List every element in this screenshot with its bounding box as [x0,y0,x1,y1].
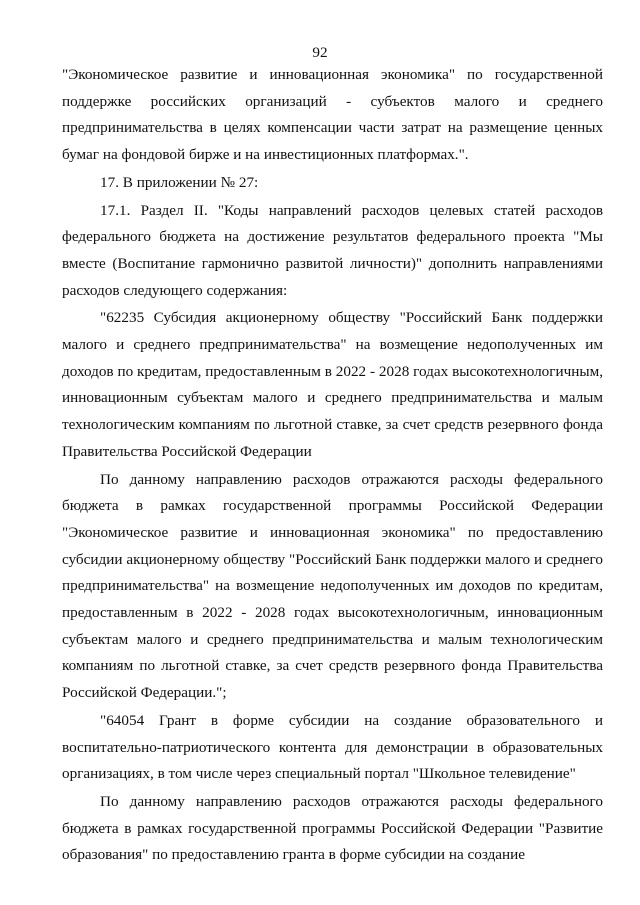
paragraph-code-62235: "62235 Субсидия акционерному обществу "Российский Банк поддержки малого и среднего предпринимательства" на возмещение недополученных им доходов по кредитам, предоставленным в 2022 - 2028 годах высокотехнологичным, инновационным субъектам малого и среднего предпринимательства и малым технологическим компаниям по льготной ставке, за счет средств резервного фонда Правительства Российской Федерации [62,309,603,460]
paragraph-64054-description: По данному направлению расходов отражаются расходы федерального бюджета в рамках государственной программы Российской Федерации "Развитие образования" по предоставлению гранта в форме субсидии на создание [62,792,603,864]
paragraph-item-17-1: 17.1. Раздел II. "Коды направлений расходов целевых статей расходов федерального бюджета на достижение результатов федерального проекта "Мы вместе (Воспитание гармонично развитой личности)" дополнить направлениями расходов следующего содержания: [62,201,603,299]
page-number: 92 [312,44,328,61]
paragraph-code-64054: "64054 Грант в форме субсидии на создание образовательного и воспитательно-патриотического контента для демонстрации в образовательных организациях, в том числе через специальный портал "Школьное телевидение" [62,711,603,783]
paragraph-item-17: 17. В приложении № 27: [100,173,259,191]
paragraph-continuation: "Экономическое развитие и инновационная экономика" по государственной поддержке российских организаций - субъектов малого и среднего предпринимательства в целях компенсации части затрат на размещение ценных бумаг на фондовой бирже и на инвестиционных платформах.". [62,66,603,164]
paragraph-62235-description: По данному направлению расходов отражаются расходы федерального бюджета в рамках государственной программы Российской Федерации "Экономическое развитие и инновационная экономика" по предоставлению субсидии акционерному обществу "Российский Банк поддержки малого и среднего предпринимательства" на возмещение недополученных им доходов по кредитам, предоставленным в 2022 - 2028 годах высокотехнологичным, инновационным субъектам малого и среднего предпринимательства и малым технологическим компаниям по льготной ставке, за счет средств резервного фонда Правительства Российской Федерации."; [62,470,603,702]
document-body [62,62,603,869]
